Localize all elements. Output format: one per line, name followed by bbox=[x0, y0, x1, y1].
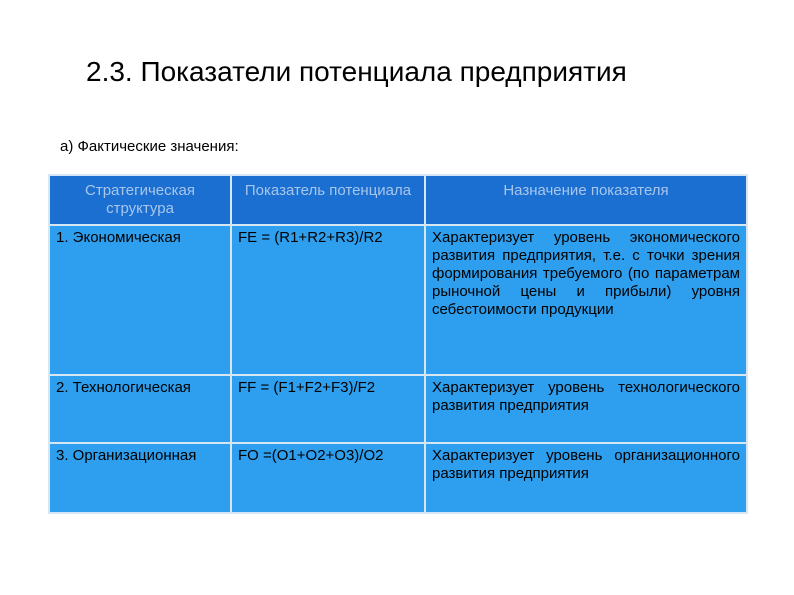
table-header-row bbox=[49, 175, 747, 225]
table-row bbox=[49, 225, 747, 375]
indicators-table bbox=[48, 174, 748, 514]
header-strategic-structure: Стратегическая структура bbox=[49, 175, 231, 225]
table-row bbox=[49, 375, 747, 443]
cell-indicator: FF = (F1+F2+F3)/F2 bbox=[231, 375, 425, 443]
cell-purpose: Характеризует уровень экономического развития предприятия, т.е. с точки зрения формирования требуемого (по параметрам рыночной цены и прибыли) уровня себестоимости продукции bbox=[425, 225, 747, 375]
cell-indicator: FO =(O1+O2+O3)/O2 bbox=[231, 443, 425, 513]
cell-purpose: Характеризует уровень технологического развития предприятия bbox=[425, 375, 747, 443]
cell-indicator: FE = (R1+R2+R3)/R2 bbox=[231, 225, 425, 375]
header-indicator-purpose: Назначение показателя bbox=[425, 175, 747, 225]
cell-structure: 2. Технологическая bbox=[49, 375, 231, 443]
cell-purpose: Характеризует уровень организационного развития предприятия bbox=[425, 443, 747, 513]
cell-structure: 3. Организационная bbox=[49, 443, 231, 513]
header-potential-indicator: Показатель потенциала bbox=[231, 175, 425, 225]
table-row bbox=[49, 443, 747, 513]
slide-subtitle: а) Фактические значения: bbox=[60, 138, 239, 155]
cell-structure: 1. Экономическая bbox=[49, 225, 231, 375]
slide-title: 2.3. Показатели потенциала предприятия bbox=[86, 56, 627, 87]
